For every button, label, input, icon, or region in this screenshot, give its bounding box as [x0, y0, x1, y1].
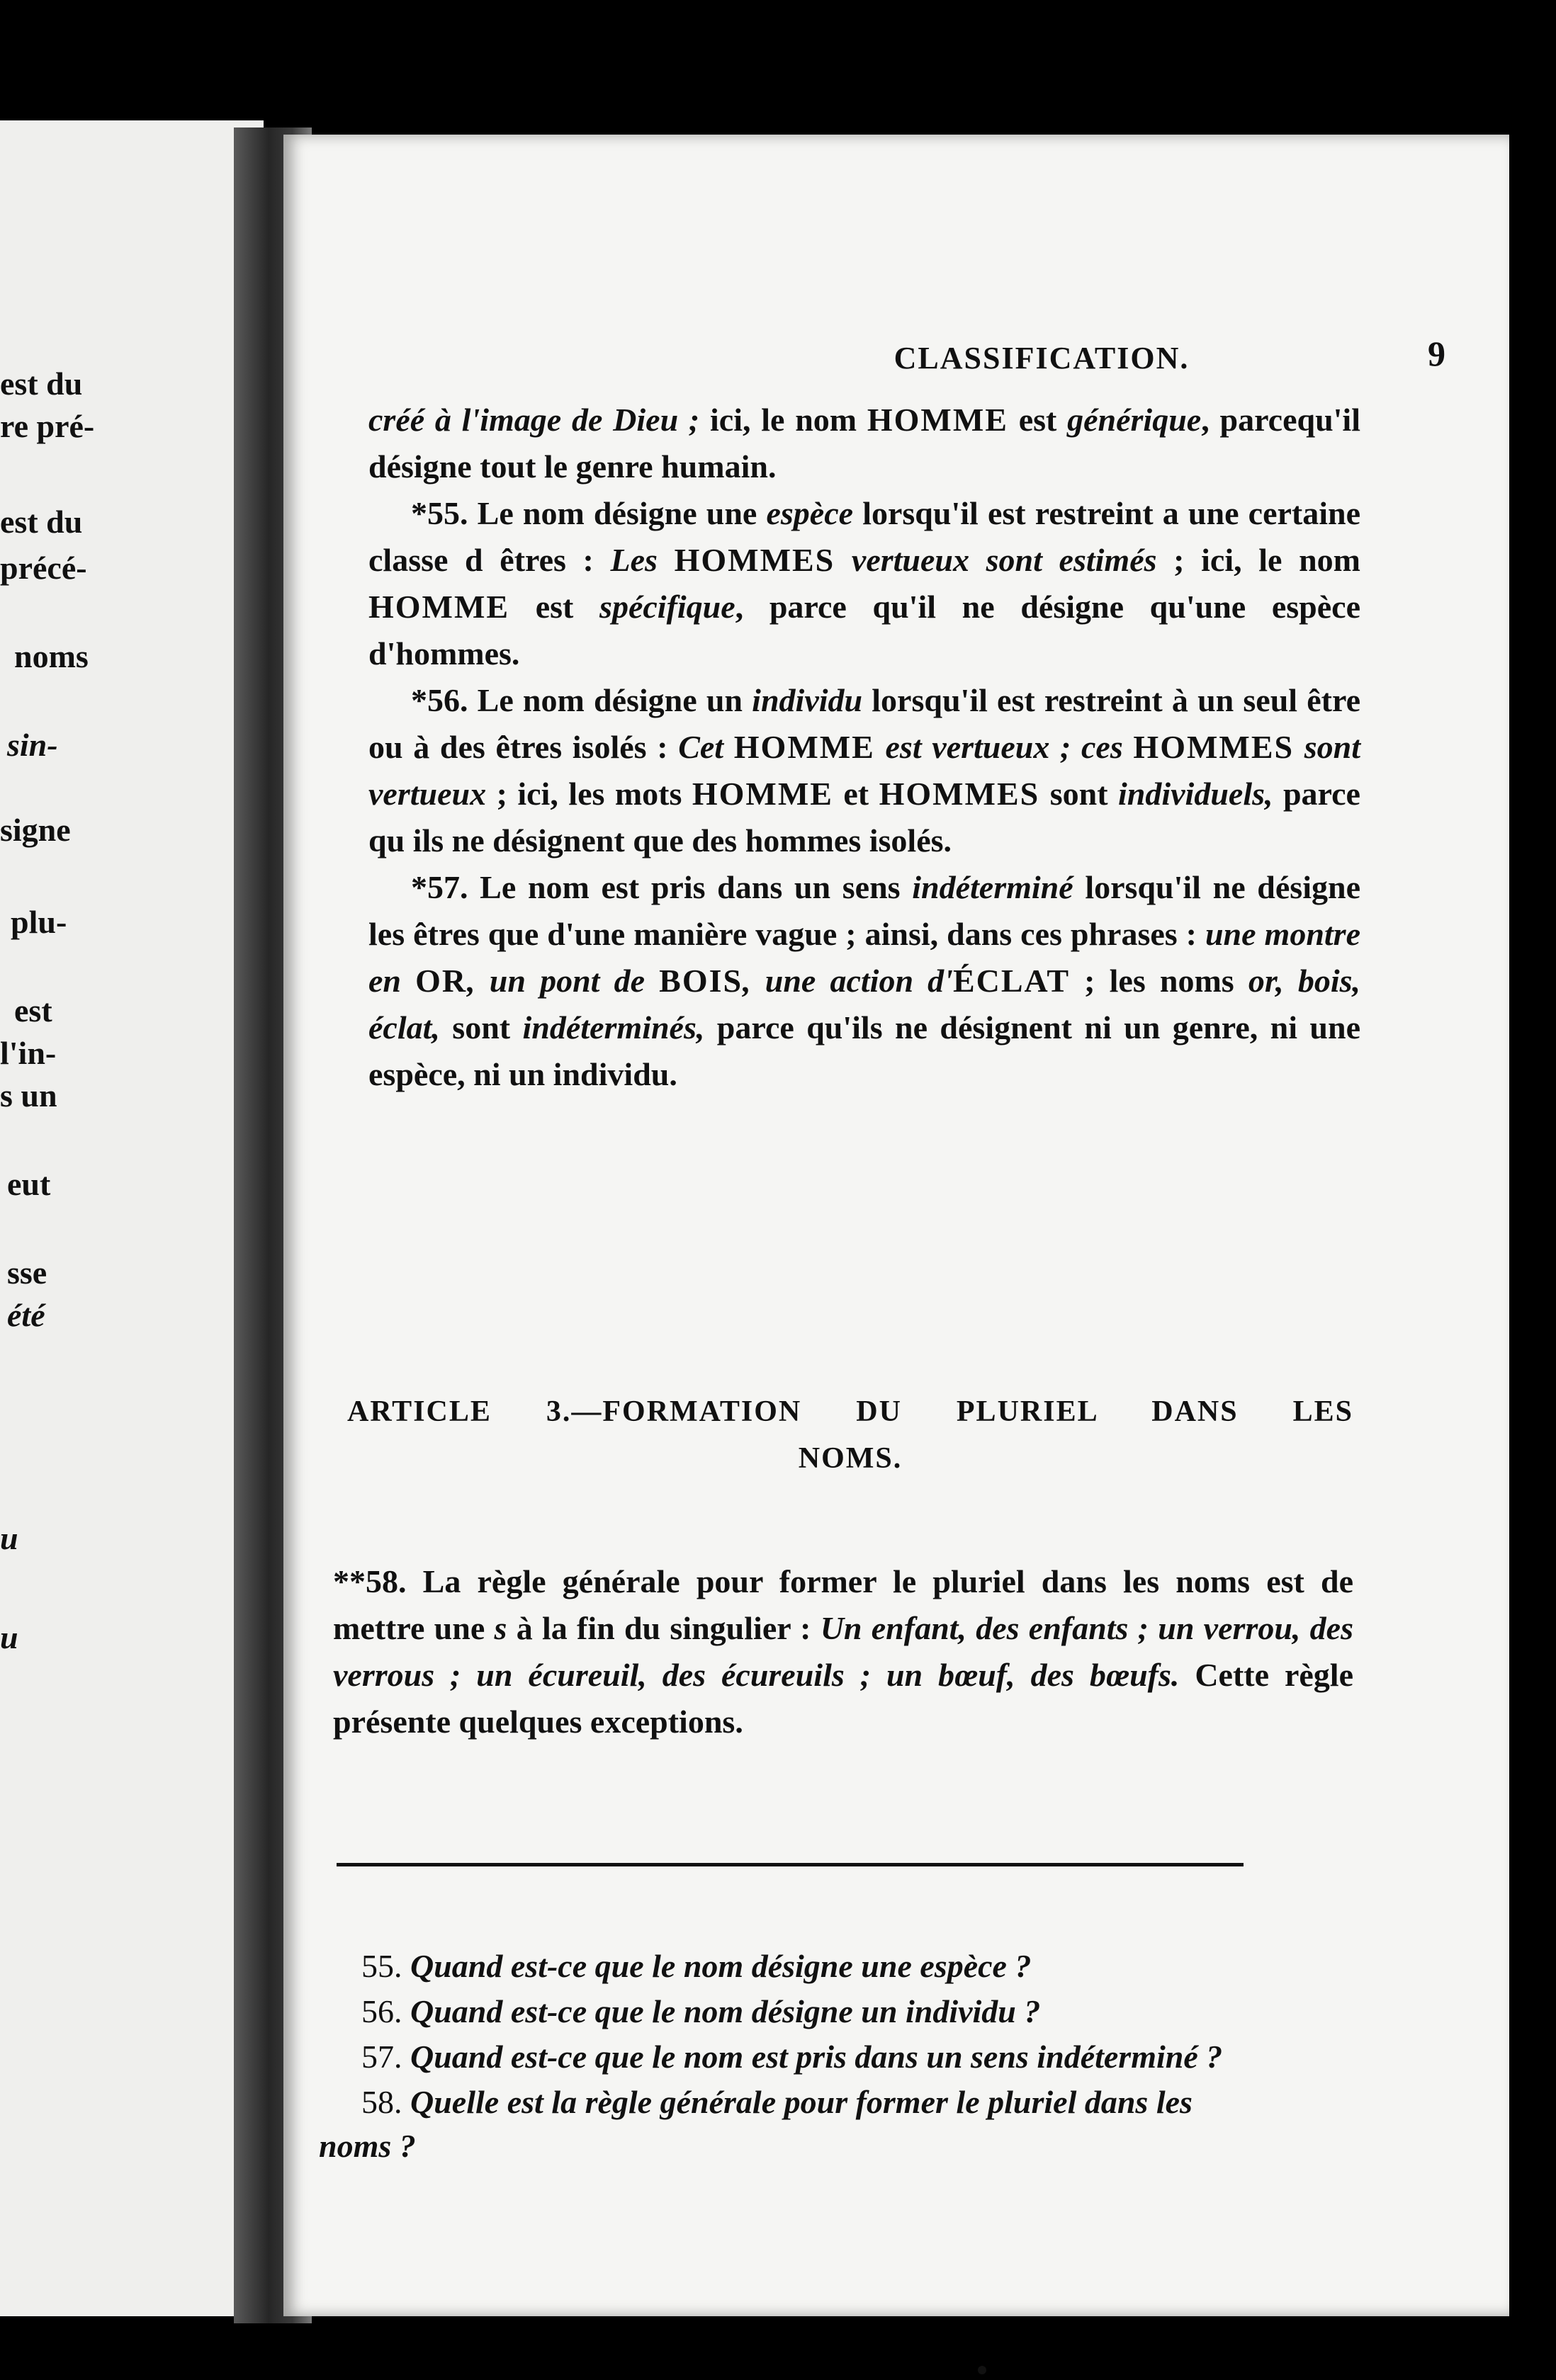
italic-text: Cet: [678, 729, 724, 765]
left-fragment: plu-: [11, 904, 67, 940]
question-item: [319, 1990, 1254, 2034]
question-text: Quelle est la règle générale pour former le pluriel dans les noms ?: [319, 2084, 1193, 2164]
text: sont: [1039, 776, 1118, 812]
left-fragment: eut: [7, 1166, 51, 1202]
small-caps-text: HOMMES: [879, 776, 1040, 812]
small-caps-text: OR: [415, 963, 468, 999]
small-caps-text: HOMMES: [1133, 729, 1295, 765]
paragraph-58-text: [333, 1558, 1353, 1745]
question-item: [319, 2080, 1254, 2168]
small-caps-text: HOMME: [733, 729, 875, 765]
small-caps-text: ÉCLAT: [952, 963, 1071, 999]
paragraph-54-continuation: [368, 397, 1360, 490]
left-fragment: l'in-: [0, 1035, 57, 1071]
text: Cette règle présente quelques exceptions.: [333, 1657, 1354, 1740]
text: ; ici, le nom: [1156, 542, 1360, 578]
text: ; les noms: [1070, 963, 1248, 999]
text: , parcequ'il désigne tout le genre humain.: [368, 402, 1360, 484]
text: Le nom désigne un: [468, 682, 752, 718]
article-heading: [347, 1388, 1353, 1482]
question-number: 58.: [361, 2084, 402, 2120]
italic-text: est vertueux ; ces: [885, 729, 1123, 765]
left-fragment: signe: [0, 812, 71, 848]
text: Le nom désigne une: [468, 495, 767, 531]
printer-mark: [978, 2366, 986, 2374]
italic-text: sont vertueux: [368, 729, 1361, 812]
text: parce qu'ils ne désignent ni un genre, ni une espèce, ni un individu.: [368, 1009, 1360, 1092]
right-page: [283, 135, 1509, 2316]
question-text: Quand est-ce que le nom désigne un individu ?: [402, 1993, 1041, 2029]
text: et: [833, 776, 879, 812]
italic-text: , un pont de: [467, 963, 645, 999]
text: Le nom est pris dans un sens: [468, 869, 913, 905]
italic-text: générique: [1067, 402, 1202, 438]
left-fragment: précé-: [0, 550, 87, 586]
left-fragment: u: [0, 1619, 18, 1655]
question-text: Quand est-ce que le nom est pris dans un sens indéterminé ?: [402, 2039, 1223, 2075]
text: lorsqu'il est restreint a une certaine classe d êtres :: [368, 495, 1360, 578]
small-caps-text: HOMMES: [674, 542, 835, 578]
page-number: 9: [1428, 334, 1445, 373]
body-text: [368, 397, 1360, 1098]
article-heading-line-1: ARTICLE 3.—FORMATION DU PLURIEL DANS LES: [347, 1395, 1353, 1428]
paragraph-number: *56.: [411, 682, 468, 718]
review-questions: [319, 1944, 1254, 2170]
italic-text: une montre en: [368, 916, 1360, 999]
left-fragment: est: [14, 992, 52, 1028]
text: ; ici, les mots: [486, 776, 692, 812]
italic-text: vertueux sont estimés: [851, 542, 1157, 578]
italic-text: s: [494, 1610, 507, 1646]
text: est: [1008, 402, 1068, 438]
text: à la fin du singulier :: [507, 1610, 821, 1646]
question-item: [319, 2035, 1254, 2079]
italic-text: Les: [610, 542, 658, 578]
text: est: [509, 589, 600, 625]
left-fragment: été: [7, 1297, 45, 1333]
left-fragment: re pré-: [0, 408, 95, 444]
italic-text: spécifique: [599, 589, 735, 625]
italic-text: individu: [752, 682, 863, 718]
text: lorsqu'il ne désigne les êtres que d'une manière vague ; ainsi, dans ces phrases :: [368, 869, 1360, 952]
small-caps-text: HOMME: [368, 589, 510, 625]
left-fragment: sin-: [7, 727, 58, 763]
small-caps-text: BOIS: [659, 963, 743, 999]
text: parce qu ils ne désignent que des hommes isolés.: [368, 776, 1360, 858]
paragraph-number: **58.: [333, 1563, 407, 1599]
article-heading-line-2: NOMS.: [798, 1442, 903, 1475]
left-fragment: u: [0, 1520, 18, 1556]
paragraph-57: [368, 864, 1360, 1098]
left-page: [0, 120, 264, 2316]
italic-text: indéterminés,: [522, 1009, 705, 1046]
text: ici, le nom: [699, 402, 867, 438]
paragraph-56: [368, 677, 1360, 864]
question-item: [319, 1944, 1254, 1988]
italic-text: créé à l'image de Dieu ;: [368, 402, 700, 438]
question-number: 55.: [361, 1948, 402, 1984]
paragraph-58: [333, 1558, 1353, 1745]
left-fragment: sse: [7, 1254, 47, 1291]
small-caps-text: HOMME: [867, 402, 1008, 438]
running-title: CLASSIFICATION.: [893, 341, 1190, 375]
left-fragment: noms: [14, 638, 89, 674]
italic-text: espèce: [766, 495, 854, 531]
text: , parce qu'il ne désigne qu'une espèce d'hommes.: [368, 589, 1361, 672]
text: La règle générale pour former le pluriel dans les noms est de mettre une: [333, 1563, 1353, 1646]
section-divider: [337, 1863, 1244, 1866]
question-number: 56.: [361, 1993, 402, 2029]
text: sont: [439, 1009, 523, 1046]
left-fragment: est du: [0, 504, 83, 540]
italic-text: individuels,: [1117, 776, 1273, 812]
small-caps-text: HOMME: [692, 776, 833, 812]
italic-text: indéterminé: [912, 869, 1073, 905]
left-fragment: s un: [0, 1077, 57, 1114]
paragraph-55: [368, 490, 1360, 677]
italic-text: , une action d': [743, 963, 953, 999]
paragraph-number: *57.: [411, 869, 468, 905]
italic-text: Un enfant, des enfants ; un verrou, des verrous ; un écureuil, des écureuils ; un bœuf, des bœufs.: [333, 1610, 1353, 1693]
left-fragment: est du: [0, 366, 83, 402]
paragraph-number: *55.: [411, 495, 468, 531]
question-text: Quand est-ce que le nom désigne une espèce ?: [402, 1948, 1032, 1984]
question-number: 57.: [361, 2039, 402, 2075]
italic-text: or, bois, éclat,: [368, 963, 1360, 1046]
text: lorsqu'il est restreint à un seul être ou à des êtres isolés :: [368, 682, 1360, 765]
